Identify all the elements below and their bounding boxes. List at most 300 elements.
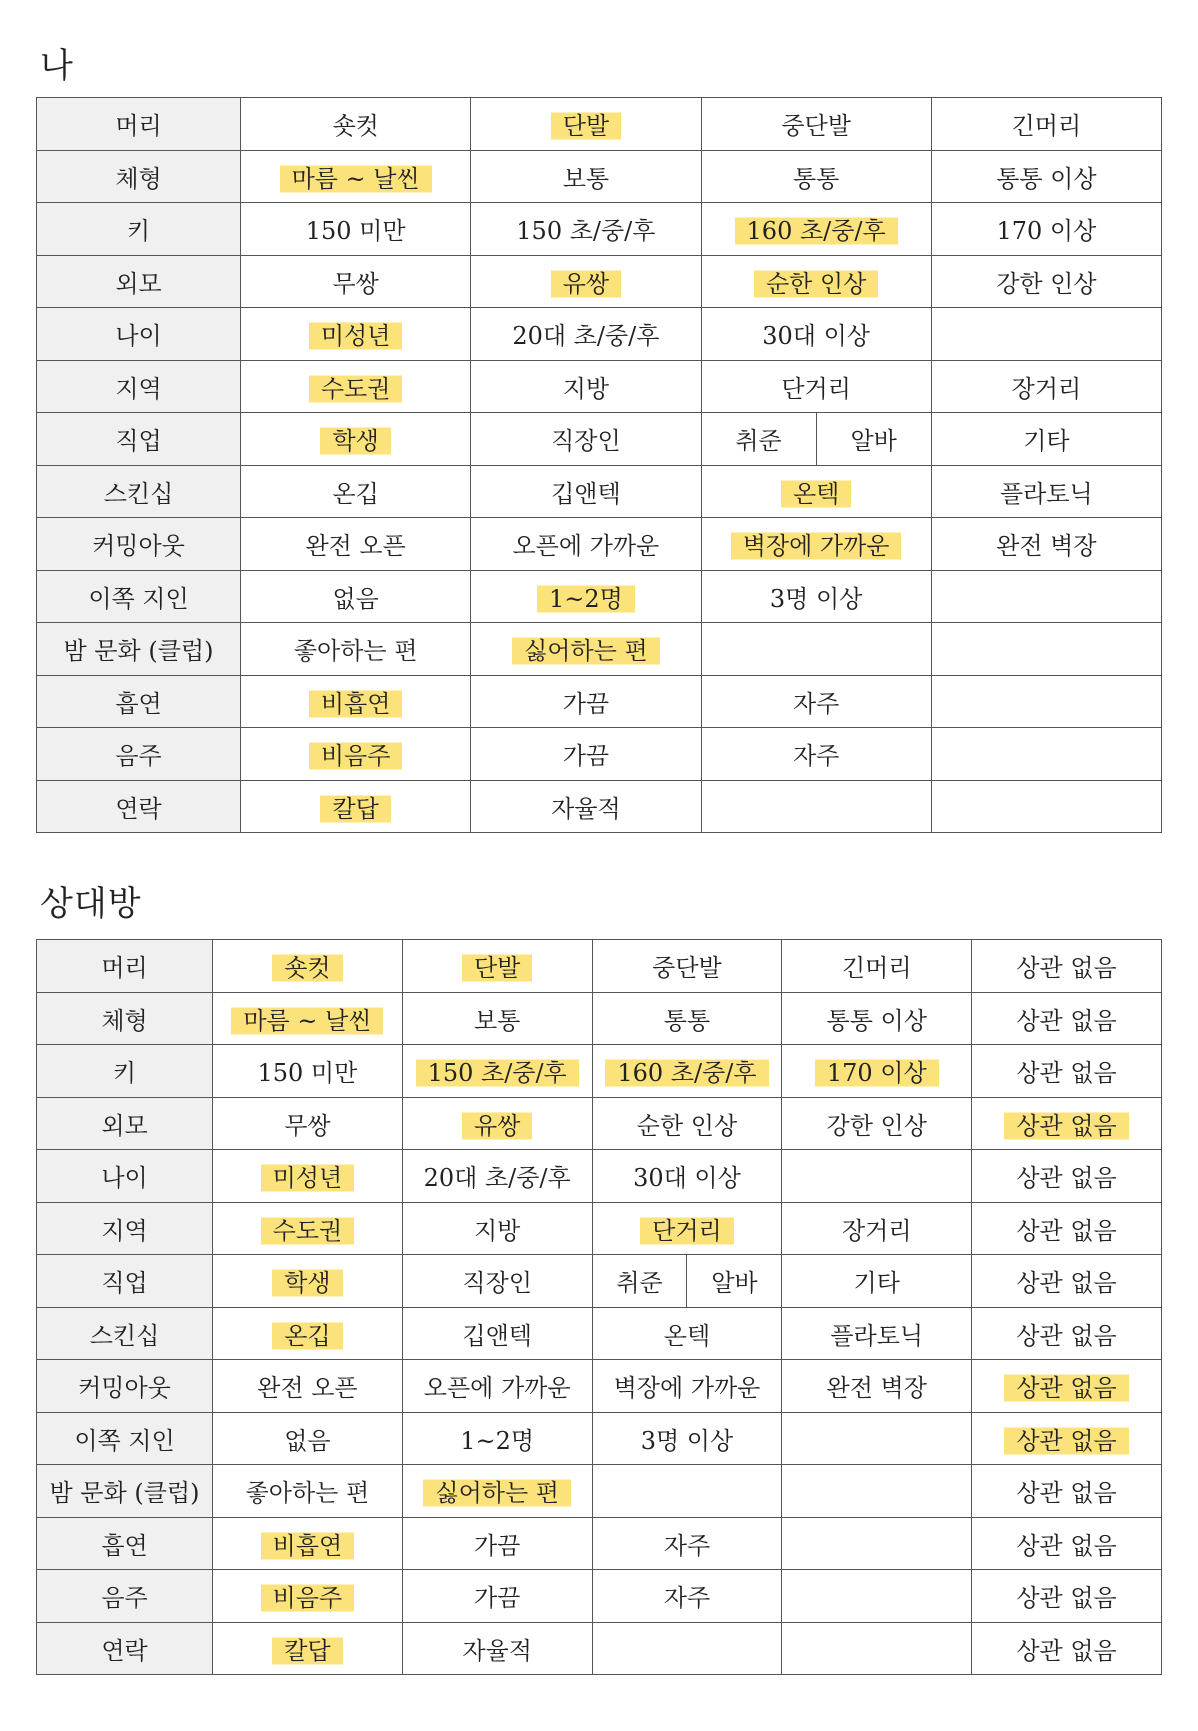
option-text: 중단발 <box>781 112 851 141</box>
option-cell <box>241 413 471 466</box>
row-label: 스킨십 <box>37 1307 213 1360</box>
option-cell <box>213 1517 403 1570</box>
highlighted-option: 비흡연 <box>261 1530 355 1562</box>
option-text: 없음 <box>332 584 379 613</box>
option-text: 30대 이상 <box>633 1164 741 1193</box>
option-text: 상관 없음 <box>1016 1269 1117 1298</box>
option-cell <box>782 1307 972 1360</box>
option-cell <box>782 1150 972 1203</box>
highlighted-option: 단거리 <box>640 1215 734 1247</box>
highlighted-option: 순한 인상 <box>754 268 878 300</box>
option-cell <box>972 1622 1162 1675</box>
table-row <box>37 98 1162 151</box>
option-cell <box>972 1517 1162 1570</box>
option-cell <box>471 623 701 676</box>
row-label: 음주 <box>37 1570 213 1623</box>
option-text: 20대 초/중/후 <box>423 1164 571 1193</box>
option-text: 보통 <box>473 1006 521 1035</box>
highlighted-option: 온깁 <box>272 1320 342 1352</box>
option-text: 1~2명 <box>460 1426 535 1455</box>
option-cell <box>213 1465 403 1518</box>
option-cell <box>471 150 701 203</box>
option-cell <box>701 360 931 413</box>
option-text: 상관 없음 <box>1016 1216 1117 1245</box>
option-text: 장거리 <box>1011 374 1082 403</box>
option-text: 온깁 <box>332 479 379 508</box>
option-text: 벽장에 가까운 <box>613 1374 761 1403</box>
option-cell <box>931 255 1161 308</box>
row-label: 머리 <box>37 940 213 993</box>
option-text: 통통 이상 <box>996 164 1097 193</box>
option-text: 150 미만 <box>257 1059 358 1088</box>
preference-table-partner <box>36 939 1162 1675</box>
highlighted-option: 150 초/중/후 <box>416 1057 579 1089</box>
option-cell <box>931 308 1161 361</box>
option-cell <box>402 1517 592 1570</box>
table-row <box>37 623 1162 676</box>
option-text: 기타 <box>853 1269 900 1298</box>
option-text: 장거리 <box>841 1216 912 1245</box>
option-cell <box>592 1045 782 1098</box>
option-text: 가끔 <box>473 1584 521 1613</box>
option-cell <box>592 1465 782 1518</box>
option-cell <box>471 360 701 413</box>
option-cell <box>592 1360 782 1413</box>
option-text: 강한 인상 <box>826 1111 927 1140</box>
option-text: 통통 <box>663 1006 711 1035</box>
option-text: 30대 이상 <box>762 322 870 351</box>
option-cell <box>782 1622 972 1675</box>
option-text: 알바 <box>711 1269 758 1298</box>
option-cell <box>471 413 701 466</box>
option-cell <box>241 780 471 833</box>
table-row <box>37 203 1162 256</box>
option-text: 150 초/중/후 <box>516 217 656 246</box>
row-label: 흡연 <box>37 1517 213 1570</box>
option-text: 알바 <box>850 427 897 456</box>
option-text: 기타 <box>1023 427 1070 456</box>
row-label: 연락 <box>37 780 241 833</box>
option-cell <box>782 1045 972 1098</box>
option-text: 직장인 <box>551 427 621 456</box>
option-text: 자주 <box>663 1584 711 1613</box>
option-text: 중단발 <box>652 954 722 983</box>
option-text: 플라토닉 <box>1000 479 1093 508</box>
highlighted-option: 유쌍 <box>462 1110 532 1142</box>
option-cell <box>471 98 701 151</box>
row-label: 밤 문화 (클럽) <box>37 623 241 676</box>
option-text: 완전 벽장 <box>996 532 1097 561</box>
option-text: 취준 <box>735 427 782 456</box>
highlighted-option: 단발 <box>551 110 621 142</box>
option-cell <box>241 203 471 256</box>
option-cell <box>213 1097 403 1150</box>
option-cell <box>241 675 471 728</box>
option-text: 완전 벽장 <box>826 1374 927 1403</box>
option-cell <box>471 518 701 571</box>
option-cell <box>241 255 471 308</box>
row-label: 키 <box>37 1045 213 1098</box>
highlighted-option: 160 초/중/후 <box>605 1057 768 1089</box>
option-cell <box>241 518 471 571</box>
option-text: 순한 인상 <box>636 1111 738 1140</box>
table-row <box>37 1307 1162 1360</box>
option-cell <box>931 413 1161 466</box>
table-row <box>37 1412 1162 1465</box>
option-cell <box>471 203 701 256</box>
option-cell <box>213 1412 403 1465</box>
option-cell <box>592 1307 782 1360</box>
highlighted-option: 비흡연 <box>309 688 403 720</box>
table-row <box>37 1045 1162 1098</box>
table-row <box>37 1150 1162 1203</box>
option-cell <box>972 1045 1162 1098</box>
option-cell <box>701 675 931 728</box>
option-cell <box>213 1622 403 1675</box>
option-text: 지방 <box>473 1216 521 1245</box>
table-row <box>37 1622 1162 1675</box>
option-cell <box>241 728 471 781</box>
table-row <box>37 675 1162 728</box>
highlighted-option: 미성년 <box>261 1162 355 1194</box>
option-cell <box>402 1412 592 1465</box>
row-label: 체형 <box>37 992 213 1045</box>
option-cell <box>592 940 782 993</box>
option-cell <box>701 308 931 361</box>
option-cell <box>931 203 1161 256</box>
option-cell <box>241 98 471 151</box>
option-cell <box>701 623 931 676</box>
option-cell <box>402 1045 592 1098</box>
option-cell <box>972 1150 1162 1203</box>
highlighted-option: 학생 <box>272 1267 342 1299</box>
highlighted-option: 비음주 <box>309 740 403 772</box>
option-cell <box>972 1412 1162 1465</box>
table-row <box>37 1465 1162 1518</box>
option-cell <box>471 570 701 623</box>
option-text: 3명 이상 <box>769 584 863 613</box>
option-cell <box>816 413 931 466</box>
row-label: 밤 문화 (클럽) <box>37 1465 213 1518</box>
option-text: 20대 초/중/후 <box>512 322 660 351</box>
option-cell <box>782 1097 972 1150</box>
row-label: 음주 <box>37 728 241 781</box>
option-cell <box>931 360 1161 413</box>
table-row <box>37 1097 1162 1150</box>
option-cell <box>972 992 1162 1045</box>
option-cell <box>592 1622 782 1675</box>
highlighted-option: 벽장에 가까운 <box>731 530 902 562</box>
row-label: 커밍아웃 <box>37 1360 213 1413</box>
option-cell <box>213 992 403 1045</box>
option-text: 가끔 <box>562 689 610 718</box>
table-row <box>37 413 1162 466</box>
option-text: 플라토닉 <box>830 1321 924 1350</box>
option-text: 오픈에 가까운 <box>512 532 660 561</box>
option-cell <box>592 1517 782 1570</box>
option-cell <box>213 1150 403 1203</box>
option-cell <box>701 518 931 571</box>
option-cell <box>972 1360 1162 1413</box>
option-cell <box>931 728 1161 781</box>
option-cell <box>402 1622 592 1675</box>
highlighted-option: 숏컷 <box>272 952 342 984</box>
option-text: 3명 이상 <box>640 1426 734 1455</box>
option-cell <box>213 1570 403 1623</box>
option-text: 완전 오픈 <box>305 532 406 561</box>
option-cell <box>241 623 471 676</box>
highlighted-option: 상관 없음 <box>1004 1372 1128 1404</box>
row-label: 머리 <box>37 98 241 151</box>
option-cell <box>241 570 471 623</box>
row-label: 직업 <box>37 413 241 466</box>
option-text: 숏컷 <box>332 112 379 141</box>
option-cell <box>213 1202 403 1255</box>
table-row <box>37 518 1162 571</box>
option-text: 긴머리 <box>1011 112 1082 141</box>
table-row <box>37 570 1162 623</box>
option-cell <box>471 255 701 308</box>
option-cell <box>213 940 403 993</box>
option-cell <box>701 255 931 308</box>
option-cell <box>471 780 701 833</box>
section-title-partner: 상대방 <box>40 884 142 924</box>
option-cell <box>241 465 471 518</box>
table-row <box>37 992 1162 1045</box>
option-cell <box>782 1517 972 1570</box>
highlighted-option: 1~2명 <box>537 583 635 615</box>
option-cell <box>402 1307 592 1360</box>
highlighted-option: 마름 ~ 날씬 <box>231 1005 383 1037</box>
option-cell <box>592 992 782 1045</box>
option-cell <box>972 940 1162 993</box>
option-text: 150 미만 <box>305 217 406 246</box>
option-cell <box>402 1465 592 1518</box>
row-label: 나이 <box>37 308 241 361</box>
option-cell <box>931 623 1161 676</box>
option-cell <box>592 1097 782 1150</box>
option-cell <box>972 1307 1162 1360</box>
highlighted-option: 학생 <box>320 425 390 457</box>
option-text: 좋아하는 편 <box>245 1479 370 1508</box>
option-cell <box>592 1412 782 1465</box>
highlighted-option: 수도권 <box>261 1215 355 1247</box>
option-text: 긴머리 <box>841 954 912 983</box>
option-cell <box>471 675 701 728</box>
highlighted-option: 비음주 <box>261 1582 355 1614</box>
option-text: 상관 없음 <box>1016 1321 1117 1350</box>
option-text: 좋아하는 편 <box>293 637 418 666</box>
highlighted-option: 단발 <box>462 952 532 984</box>
option-cell <box>972 1202 1162 1255</box>
highlighted-option: 160 초/중/후 <box>735 215 898 247</box>
option-text: 상관 없음 <box>1016 1479 1117 1508</box>
option-cell <box>241 308 471 361</box>
option-cell <box>592 1255 687 1308</box>
option-text: 직장인 <box>462 1269 532 1298</box>
option-cell <box>782 1465 972 1518</box>
highlighted-option: 싫어하는 편 <box>512 635 660 667</box>
option-cell <box>213 1255 403 1308</box>
table-row <box>37 150 1162 203</box>
option-text: 가끔 <box>473 1531 521 1560</box>
option-cell <box>592 1150 782 1203</box>
option-cell <box>402 1150 592 1203</box>
option-cell <box>687 1255 782 1308</box>
option-text: 오픈에 가까운 <box>423 1374 571 1403</box>
option-text: 보통 <box>562 164 610 193</box>
option-cell <box>782 1412 972 1465</box>
highlighted-option: 마름 ~ 날씬 <box>280 163 432 195</box>
option-cell <box>782 992 972 1045</box>
row-label: 나이 <box>37 1150 213 1203</box>
highlighted-option: 칼답 <box>320 793 390 825</box>
option-text: 깁앤텍 <box>551 479 621 508</box>
row-label: 흡연 <box>37 675 241 728</box>
row-label: 외모 <box>37 1097 213 1150</box>
option-cell <box>931 465 1161 518</box>
option-cell <box>931 675 1161 728</box>
option-cell <box>782 940 972 993</box>
option-text: 170 이상 <box>996 217 1097 246</box>
option-cell <box>701 570 931 623</box>
option-text: 무쌍 <box>332 269 379 298</box>
option-text: 자주 <box>792 742 840 771</box>
preference-table-me <box>36 97 1162 833</box>
table-row <box>37 1255 1162 1308</box>
row-label: 외모 <box>37 255 241 308</box>
option-cell <box>402 1202 592 1255</box>
option-cell <box>701 98 931 151</box>
option-text: 상관 없음 <box>1016 1584 1117 1613</box>
option-cell <box>592 1570 782 1623</box>
option-cell <box>972 1570 1162 1623</box>
option-cell <box>213 1360 403 1413</box>
option-text: 없음 <box>284 1426 331 1455</box>
highlighted-option: 상관 없음 <box>1004 1110 1128 1142</box>
option-text: 상관 없음 <box>1016 1164 1117 1193</box>
option-text: 상관 없음 <box>1016 1006 1117 1035</box>
option-cell <box>931 98 1161 151</box>
option-cell <box>782 1255 972 1308</box>
option-text: 무쌍 <box>284 1111 331 1140</box>
highlighted-option: 칼답 <box>272 1635 342 1667</box>
highlighted-option: 미성년 <box>309 320 403 352</box>
option-cell <box>402 1570 592 1623</box>
option-cell <box>471 465 701 518</box>
option-cell <box>402 1255 592 1308</box>
row-label: 지역 <box>37 1202 213 1255</box>
table-row <box>37 255 1162 308</box>
option-text: 자주 <box>792 689 840 718</box>
row-label: 지역 <box>37 360 241 413</box>
option-text: 자율적 <box>551 794 621 823</box>
option-text: 상관 없음 <box>1016 954 1117 983</box>
table-row <box>37 1202 1162 1255</box>
row-label: 연락 <box>37 1622 213 1675</box>
option-cell <box>782 1360 972 1413</box>
option-cell <box>972 1255 1162 1308</box>
option-text: 취준 <box>616 1269 663 1298</box>
highlighted-option: 상관 없음 <box>1004 1425 1128 1457</box>
table-row <box>37 360 1162 413</box>
option-cell <box>782 1202 972 1255</box>
option-cell <box>972 1097 1162 1150</box>
option-cell <box>402 940 592 993</box>
table-row <box>37 1570 1162 1623</box>
table-row <box>37 940 1162 993</box>
option-cell <box>241 150 471 203</box>
highlighted-option: 170 이상 <box>815 1057 939 1089</box>
highlighted-option: 수도권 <box>309 373 403 405</box>
row-label: 커밍아웃 <box>37 518 241 571</box>
option-cell <box>402 1360 592 1413</box>
option-cell <box>471 728 701 781</box>
option-cell <box>701 203 931 256</box>
option-text: 상관 없음 <box>1016 1059 1117 1088</box>
table-row <box>37 308 1162 361</box>
option-text: 완전 오픈 <box>257 1374 358 1403</box>
option-text: 온텍 <box>663 1321 711 1350</box>
option-cell <box>701 780 931 833</box>
option-text: 깁앤텍 <box>462 1321 532 1350</box>
option-cell <box>213 1307 403 1360</box>
option-cell <box>931 150 1161 203</box>
option-cell <box>931 570 1161 623</box>
option-cell <box>471 308 701 361</box>
row-label: 직업 <box>37 1255 213 1308</box>
option-cell <box>931 780 1161 833</box>
table-row <box>37 465 1162 518</box>
option-cell <box>213 1045 403 1098</box>
option-cell <box>782 1570 972 1623</box>
highlighted-option: 유쌍 <box>551 268 621 300</box>
option-cell <box>402 1097 592 1150</box>
table-row <box>37 1517 1162 1570</box>
option-cell <box>701 150 931 203</box>
table-row <box>37 780 1162 833</box>
row-label: 체형 <box>37 150 241 203</box>
option-cell <box>701 465 931 518</box>
option-cell <box>241 360 471 413</box>
option-text: 강한 인상 <box>996 269 1097 298</box>
option-text: 통통 <box>792 164 840 193</box>
table-row <box>37 1360 1162 1413</box>
highlighted-option: 온텍 <box>781 478 851 510</box>
option-cell <box>402 992 592 1045</box>
option-text: 지방 <box>562 374 610 403</box>
option-text: 통통 이상 <box>826 1006 927 1035</box>
table-row <box>37 728 1162 781</box>
option-cell <box>931 518 1161 571</box>
option-text: 자율적 <box>462 1636 532 1665</box>
option-text: 가끔 <box>562 742 610 771</box>
option-text: 단거리 <box>781 374 851 403</box>
option-cell <box>972 1465 1162 1518</box>
highlighted-option: 싫어하는 편 <box>423 1477 571 1509</box>
row-label: 스킨십 <box>37 465 241 518</box>
section-title-me: 나 <box>40 46 74 86</box>
option-text: 자주 <box>663 1531 711 1560</box>
option-text: 상관 없음 <box>1016 1636 1117 1665</box>
row-label: 이쪽 지인 <box>37 570 241 623</box>
row-label: 키 <box>37 203 241 256</box>
option-text: 상관 없음 <box>1016 1531 1117 1560</box>
row-label: 이쪽 지인 <box>37 1412 213 1465</box>
option-cell <box>701 728 931 781</box>
option-cell <box>592 1202 782 1255</box>
option-cell <box>701 413 816 466</box>
